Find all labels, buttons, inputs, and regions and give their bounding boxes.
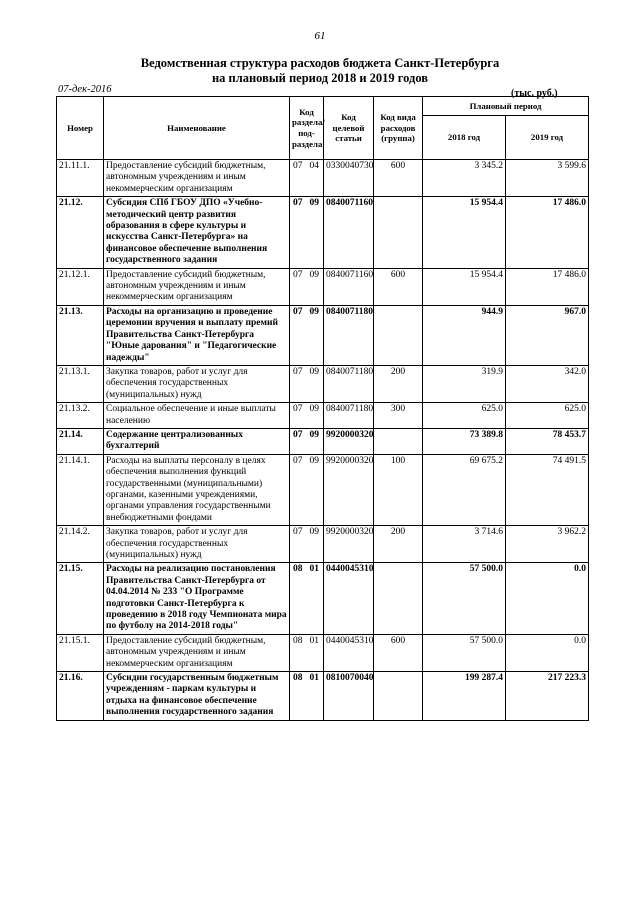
row-section-code: 07 — [290, 268, 306, 305]
row-value-2018: 3 714.6 — [423, 526, 506, 563]
row-section-code: 07 — [290, 365, 306, 402]
document-date: 07-дек-2016 — [58, 84, 112, 95]
row-number: 21.13.1. — [57, 365, 104, 402]
row-section-code: 07 — [290, 403, 306, 429]
row-expense-type — [374, 563, 423, 634]
row-subsection-code: 09 — [306, 268, 324, 305]
row-subsection-code: 04 — [306, 160, 324, 197]
table-row — [57, 454, 589, 525]
row-name: Расходы на реализацию постановления Правительства Санкт-Петербурга от 04.04.2014 № 233 "О Программе подготовки Санкт-Петербурга к проведению в 2018 году Чемпионата мира по футболу на 2014-2018 годы" — [104, 563, 290, 634]
row-subsection-code: 01 — [306, 563, 324, 634]
row-name: Социальное обеспечение и иные выплаты населению — [104, 403, 290, 429]
row-value-2019: 74 491.5 — [506, 454, 589, 525]
row-target-code: 0840071160 — [324, 268, 374, 305]
row-number: 21.11.1. — [57, 160, 104, 197]
row-target-code: 9920000320 — [324, 428, 374, 454]
row-section-code: 08 — [290, 634, 306, 671]
row-number: 21.15. — [57, 563, 104, 634]
row-value-2018: 73 389.8 — [423, 428, 506, 454]
row-value-2018: 15 954.4 — [423, 268, 506, 305]
title-line-1: Ведомственная структура расходов бюджета Санкт-Петербурга — [140, 56, 500, 70]
row-name: Расходы на выплаты персоналу в целях обеспечения выполнения функций государственными (муниципальными) органами, казенными учреждениями, органами управления государственными внебюджетными фондами — [104, 454, 290, 525]
row-value-2019: 0.0 — [506, 563, 589, 634]
row-section-code: 07 — [290, 197, 306, 268]
row-name: Предоставление субсидий бюджетным, автономным учреждениям и иным некоммерческим организациям — [104, 160, 290, 197]
row-target-code: 0840071180 — [324, 305, 374, 365]
row-value-2018: 57 500.0 — [423, 563, 506, 634]
header-target: Код целевой статьи — [324, 97, 374, 160]
header-name: Наименование — [104, 97, 290, 160]
row-name: Предоставление субсидий бюджетным, автономным учреждениям и иным некоммерческим организациям — [104, 268, 290, 305]
row-value-2019: 0.0 — [506, 634, 589, 671]
row-value-2018: 15 954.4 — [423, 197, 506, 268]
row-number: 21.13. — [57, 305, 104, 365]
row-number: 21.13.2. — [57, 403, 104, 429]
table-row — [57, 365, 589, 402]
row-subsection-code: 09 — [306, 454, 324, 525]
row-number: 21.14. — [57, 428, 104, 454]
row-target-code: 0810070040 — [324, 672, 374, 721]
row-number: 21.12. — [57, 197, 104, 268]
header-planned: Плановый период — [423, 97, 589, 116]
row-target-code: 0440045310 — [324, 563, 374, 634]
row-name: Предоставление субсидий бюджетным, автономным учреждениям и иным некоммерческим организациям — [104, 634, 290, 671]
row-name: Закупка товаров, работ и услуг для обеспечения государственных (муниципальных) нужд — [104, 365, 290, 402]
row-number: 21.16. — [57, 672, 104, 721]
row-number: 21.14.1. — [57, 454, 104, 525]
row-target-code: 0840071180 — [324, 365, 374, 402]
row-value-2018: 944.9 — [423, 305, 506, 365]
row-subsection-code: 09 — [306, 428, 324, 454]
row-section-code: 07 — [290, 160, 306, 197]
row-subsection-code: 09 — [306, 305, 324, 365]
row-expense-type: 200 — [374, 526, 423, 563]
row-subsection-code: 01 — [306, 634, 324, 671]
row-name: Содержание централизованных бухгалтерий — [104, 428, 290, 454]
table-row — [57, 672, 589, 721]
row-target-code: 0330040730 — [324, 160, 374, 197]
row-expense-type: 200 — [374, 365, 423, 402]
row-value-2019: 3 599.6 — [506, 160, 589, 197]
header-type: Код вида расходов (группа) — [374, 97, 423, 160]
row-expense-type: 600 — [374, 634, 423, 671]
row-value-2019: 78 453.7 — [506, 428, 589, 454]
row-value-2018: 319.9 — [423, 365, 506, 402]
row-target-code: 0840071160 — [324, 197, 374, 268]
row-name: Закупка товаров, работ и услуг для обеспечения государственных (муниципальных) нужд — [104, 526, 290, 563]
document-title — [0, 56, 640, 86]
row-section-code: 07 — [290, 305, 306, 365]
row-target-code: 0840071180 — [324, 403, 374, 429]
row-value-2019: 217 223.3 — [506, 672, 589, 721]
row-expense-type: 600 — [374, 268, 423, 305]
row-name: Субсидии государственным бюджетным учреждениям - паркам культуры и отдыха на финансовое обеспечение выполнения государственного задания — [104, 672, 290, 721]
row-expense-type — [374, 197, 423, 268]
row-expense-type: 300 — [374, 403, 423, 429]
row-value-2019: 342.0 — [506, 365, 589, 402]
row-number: 21.12.1. — [57, 268, 104, 305]
row-expense-type: 600 — [374, 160, 423, 197]
row-name: Субсидия СПб ГБОУ ДПО «Учебно-методический центр развития образования в сфере культуры и искусства Санкт-Петербурга» на финансовое обеспечение выполнения государственного задания — [104, 197, 290, 268]
header-2019: 2019 год — [506, 115, 589, 159]
table-row — [57, 160, 589, 197]
table-row — [57, 403, 589, 429]
row-value-2019: 625.0 — [506, 403, 589, 429]
row-expense-type — [374, 672, 423, 721]
row-value-2018: 625.0 — [423, 403, 506, 429]
row-value-2018: 3 345.2 — [423, 160, 506, 197]
row-value-2018: 199 287.4 — [423, 672, 506, 721]
row-section-code: 08 — [290, 672, 306, 721]
page-number: 61 — [314, 30, 326, 42]
table-row — [57, 634, 589, 671]
row-value-2019: 17 486.0 — [506, 268, 589, 305]
row-subsection-code: 09 — [306, 403, 324, 429]
row-value-2019: 3 962.2 — [506, 526, 589, 563]
row-expense-type: 100 — [374, 454, 423, 525]
budget-table — [56, 96, 589, 721]
row-value-2019: 967.0 — [506, 305, 589, 365]
table-body — [57, 160, 589, 721]
table-row — [57, 197, 589, 268]
table-row — [57, 428, 589, 454]
row-value-2018: 57 500.0 — [423, 634, 506, 671]
row-subsection-code: 09 — [306, 197, 324, 268]
table-row — [57, 526, 589, 563]
title-line-2: на плановый период 2018 и 2019 годов — [211, 71, 429, 85]
table-row — [57, 563, 589, 634]
row-subsection-code: 09 — [306, 365, 324, 402]
row-expense-type — [374, 428, 423, 454]
row-section-code: 08 — [290, 563, 306, 634]
header-section: Код раздела/ под- раздела — [290, 97, 324, 160]
table-header — [57, 97, 589, 160]
header-number: Номер — [57, 97, 104, 160]
row-value-2018: 69 675.2 — [423, 454, 506, 525]
row-target-code: 9920000320 — [324, 454, 374, 525]
row-target-code: 0440045310 — [324, 634, 374, 671]
row-value-2019: 17 486.0 — [506, 197, 589, 268]
row-number: 21.15.1. — [57, 634, 104, 671]
row-number: 21.14.2. — [57, 526, 104, 563]
table-row — [57, 305, 589, 365]
row-section-code: 07 — [290, 428, 306, 454]
row-section-code: 07 — [290, 526, 306, 563]
row-section-code: 07 — [290, 454, 306, 525]
header-2018: 2018 год — [423, 115, 506, 159]
row-expense-type — [374, 305, 423, 365]
row-target-code: 9920000320 — [324, 526, 374, 563]
unit-label: (тыс. руб.) — [511, 88, 558, 99]
row-name: Расходы на организацию и проведение церемонии вручения и выплату премий Правительства Санкт-Петербурга "Юные дарования" и "Педагогические надежды" — [104, 305, 290, 365]
row-subsection-code: 01 — [306, 672, 324, 721]
table-row — [57, 268, 589, 305]
row-subsection-code: 09 — [306, 526, 324, 563]
